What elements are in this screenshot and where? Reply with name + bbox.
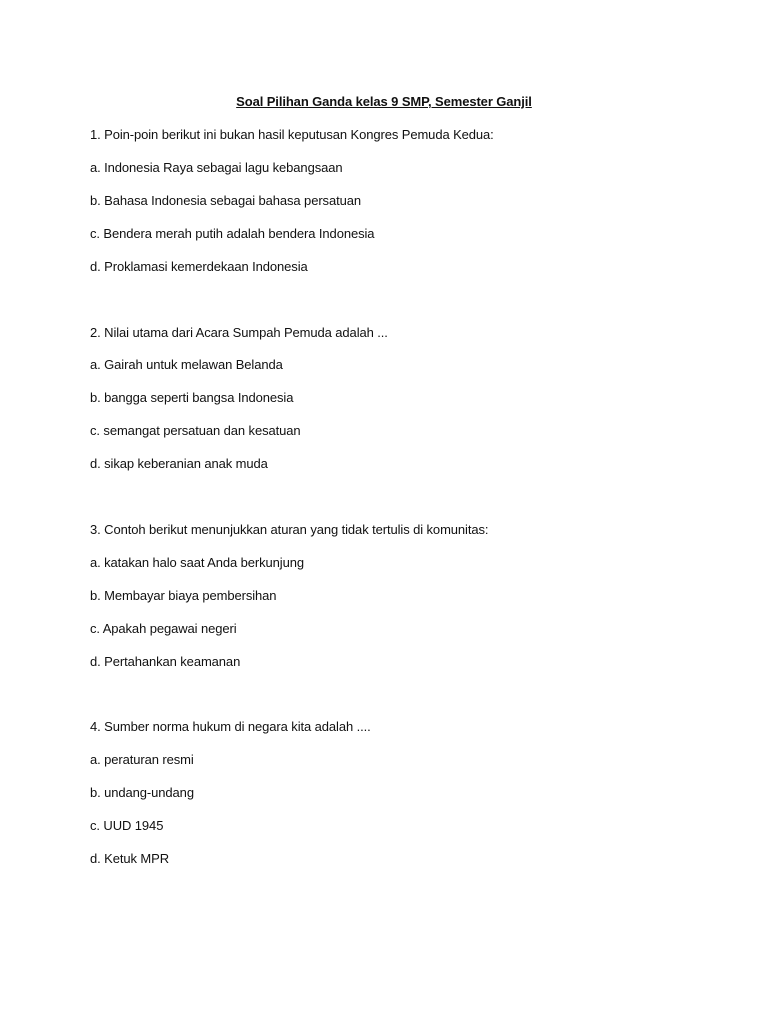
question-2: 2. Nilai utama dari Acara Sumpah Pemuda adalah ...: [90, 325, 388, 340]
question-4-option-c: c. UUD 1945: [90, 818, 164, 833]
question-2-option-b: b. bangga seperti bangsa Indonesia: [90, 390, 294, 405]
question-2-option-d: d. sikap keberanian anak muda: [90, 456, 268, 471]
question-4-option-b: b. undang-undang: [90, 785, 194, 800]
question-3-option-a: a. katakan halo saat Anda berkunjung: [90, 555, 304, 570]
question-3: 3. Contoh berikut menunjukkan aturan yang tidak tertulis di komunitas:: [90, 522, 489, 537]
question-3-option-c: c. Apakah pegawai negeri: [90, 621, 237, 636]
question-3-option-d: d. Pertahankan keamanan: [90, 654, 241, 669]
question-1: 1. Poin-poin berikut ini bukan hasil keputusan Kongres Pemuda Kedua:: [90, 127, 494, 142]
question-1-option-c: c. Bendera merah putih adalah bendera Indonesia: [90, 226, 375, 241]
document-title: Soal Pilihan Ganda kelas 9 SMP, Semester Ganjil: [236, 94, 532, 109]
question-1-option-b: b. Bahasa Indonesia sebagai bahasa persatuan: [90, 193, 361, 208]
question-1-option-a: a. Indonesia Raya sebagai lagu kebangsaan: [90, 160, 343, 175]
question-4: 4. Sumber norma hukum di negara kita adalah ....: [90, 719, 371, 734]
question-1-option-d: d. Proklamasi kemerdekaan Indonesia: [90, 259, 308, 274]
question-2-option-c: c. semangat persatuan dan kesatuan: [90, 423, 301, 438]
question-3-option-b: b. Membayar biaya pembersihan: [90, 588, 277, 603]
question-4-option-a: a. peraturan resmi: [90, 752, 194, 767]
question-2-option-a: a. Gairah untuk melawan Belanda: [90, 357, 283, 372]
question-4-option-d: d. Ketuk MPR: [90, 851, 169, 866]
